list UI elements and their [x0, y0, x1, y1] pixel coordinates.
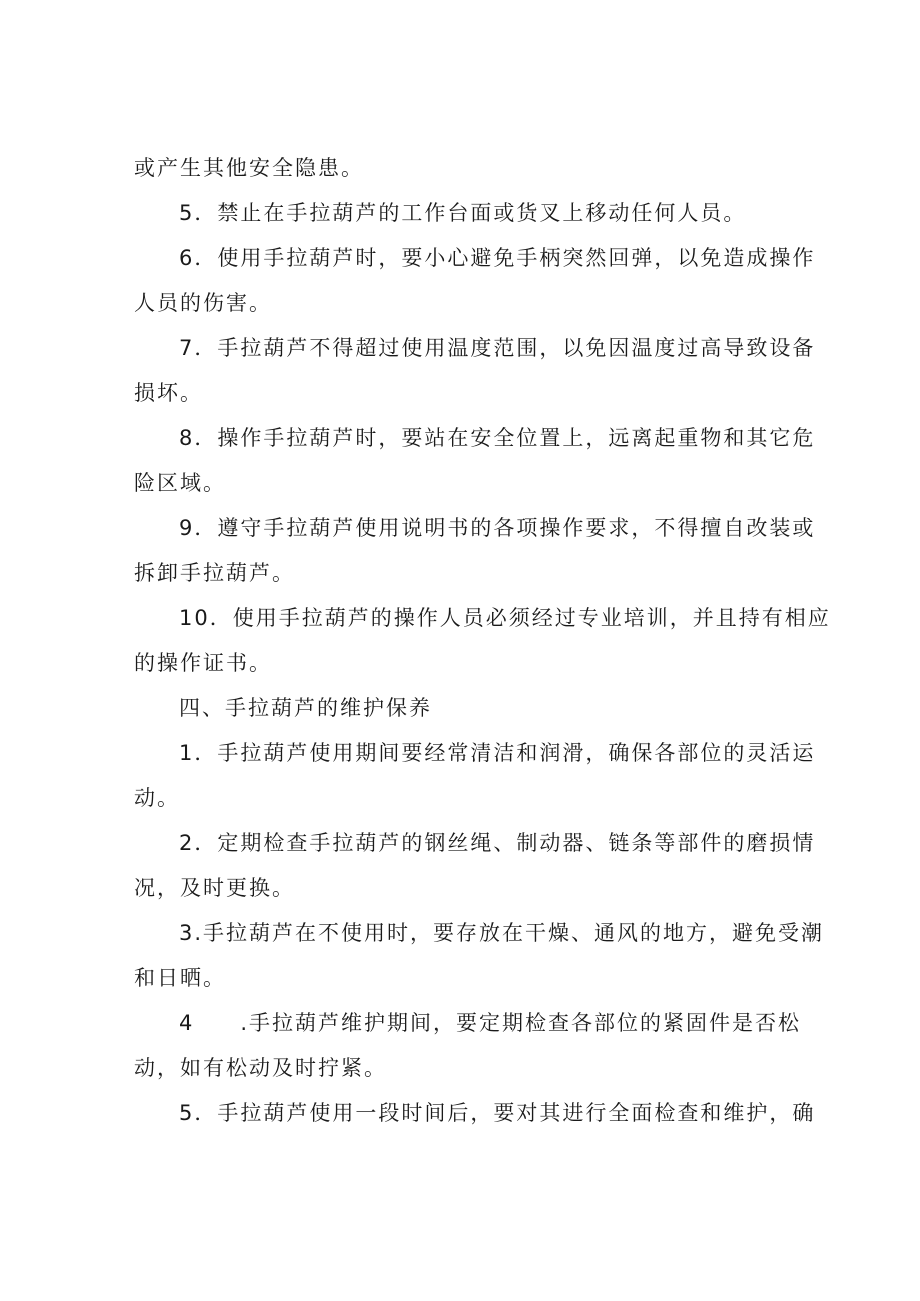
text-line-item-4: 4 .手拉葫芦维护期间，要定期检查各部位的紧固件是否松	[179, 1011, 802, 1035]
text-line-item-7: 7．手拉葫芦不得超过使用温度范围，以免因温度过高导致设备	[179, 336, 816, 360]
text-line: 和日晒。	[134, 966, 226, 990]
text-line-item-6: 6．使用手拉葫芦时，要小心避免手柄突然回弹，以免造成操作	[179, 246, 816, 270]
text-line-item-10: 10．使用手拉葫芦的操作人员必须经过专业培训，并且持有相应	[179, 606, 831, 630]
text-line: 或产生其他安全隐患。	[134, 156, 364, 180]
text-line-item-3: 3.手拉葫芦在不使用时，要存放在干燥、通风的地方，避免受潮	[179, 921, 825, 945]
text-line: 况，及时更换。	[134, 876, 295, 900]
text-line: 拆卸手拉葫芦。	[134, 561, 295, 585]
text-line: 损坏。	[134, 381, 203, 405]
section-heading: 四、手拉葫芦的维护保养	[179, 696, 432, 720]
text-line-item-5b: 5．手拉葫芦使用一段时间后，要对其进行全面检查和维护，确	[179, 1101, 816, 1125]
text-line: 的操作证书。	[134, 651, 272, 675]
text-line: 人员的伤害。	[134, 291, 272, 315]
text-line-item-5: 5．禁止在手拉葫芦的工作台面或货叉上移动任何人员。	[179, 201, 747, 225]
text-line: 动，如有松动及时拧紧。	[134, 1056, 387, 1080]
text-line-item-1: 1．手拉葫芦使用期间要经常清洁和润滑，确保各部位的灵活运	[179, 741, 816, 765]
document-body	[134, 146, 831, 1136]
text-line: 动。	[134, 786, 180, 810]
text-line-item-8: 8．操作手拉葫芦时，要站在安全位置上，远离起重物和其它危	[179, 426, 816, 450]
text-line: 险区域。	[134, 471, 226, 495]
text-line-item-2: 2．定期检查手拉葫芦的钢丝绳、制动器、链条等部件的磨损情	[179, 831, 816, 855]
text-line-item-9: 9．遵守手拉葫芦使用说明书的各项操作要求，不得擅自改装或	[179, 516, 816, 540]
